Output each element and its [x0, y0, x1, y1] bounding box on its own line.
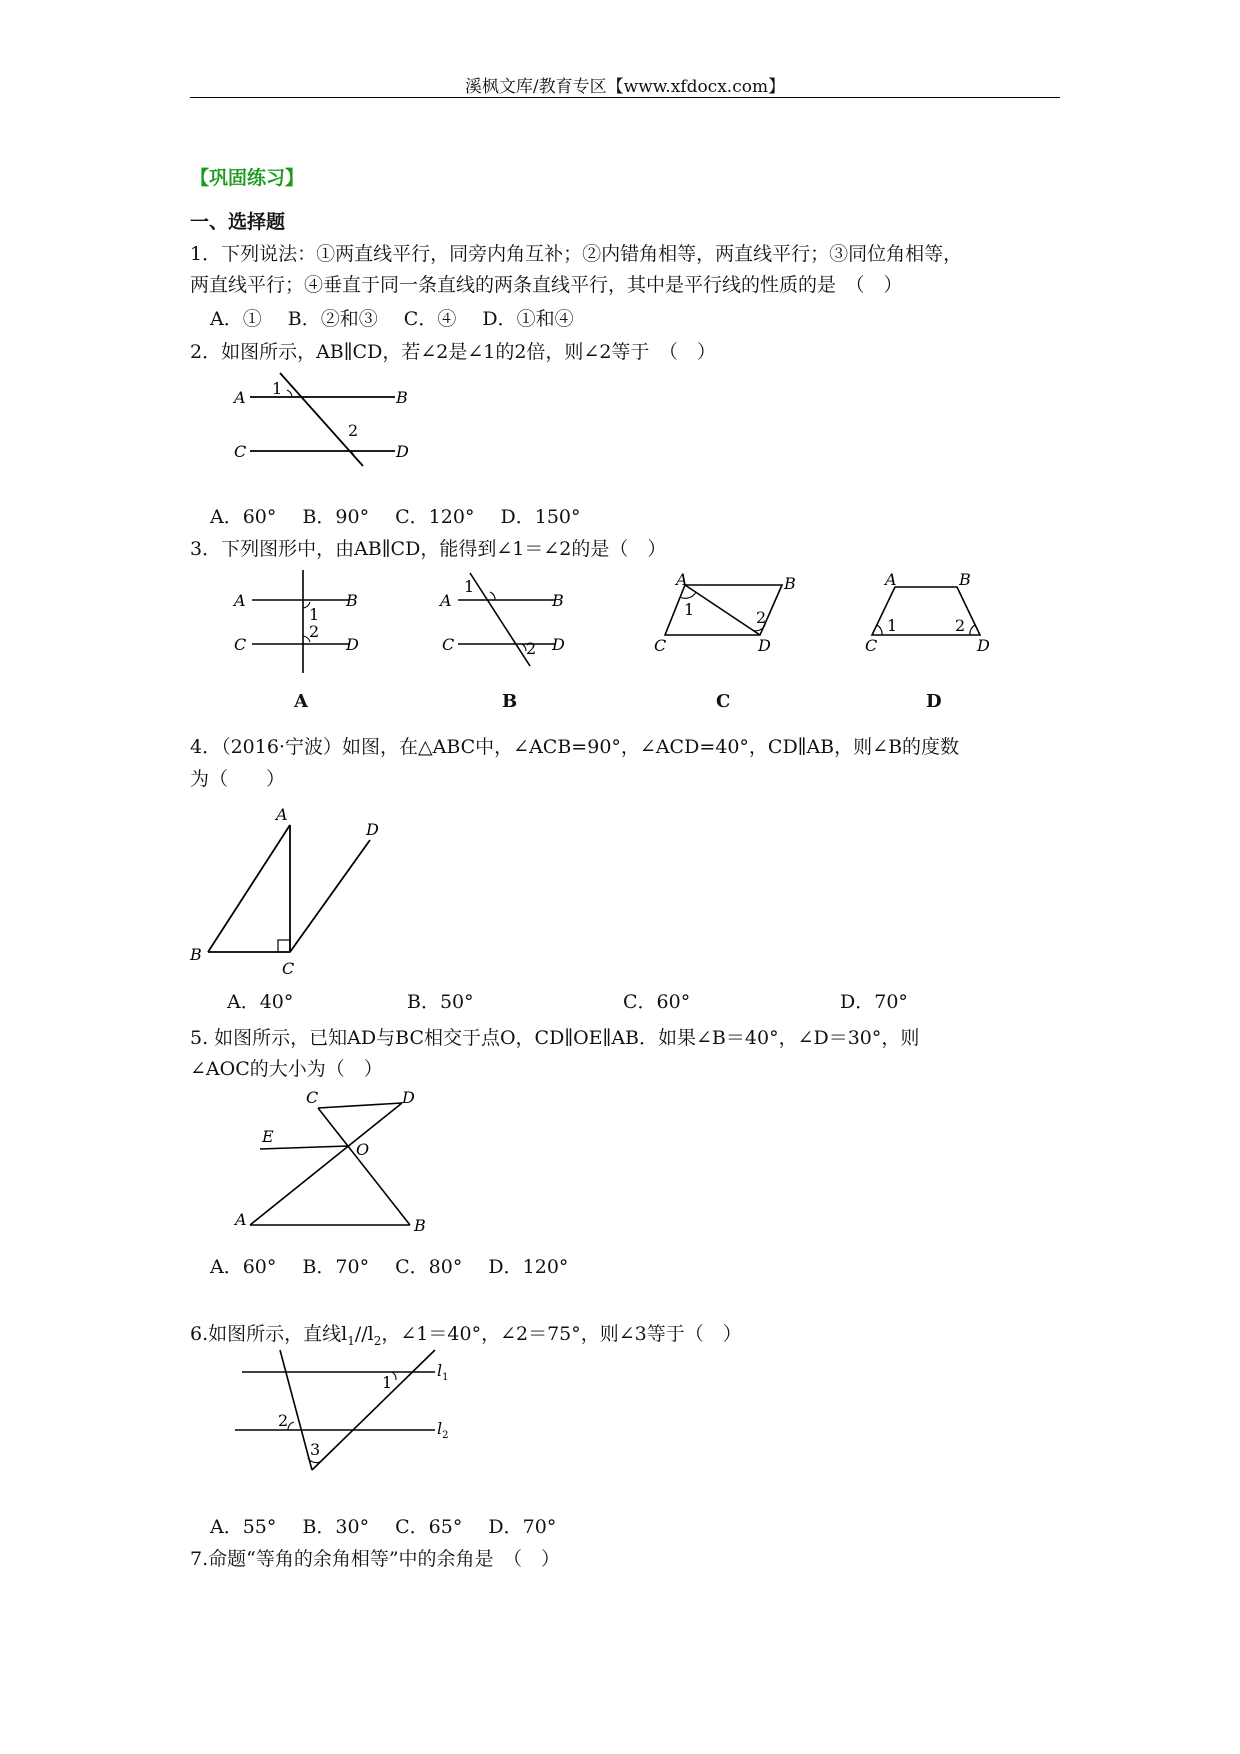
q3-figure-c	[654, 570, 820, 655]
q2-option-d[interactable]: D．150°	[500, 506, 581, 528]
q3a-label-2: 2	[309, 622, 320, 641]
q6-option-d[interactable]: D．70°	[488, 1516, 557, 1538]
q3-caption-a[interactable]: A	[294, 691, 308, 712]
q3-figure-d	[865, 570, 1015, 655]
q3b-label-d: D	[552, 635, 565, 654]
q4-line2: 为（ ）	[190, 768, 286, 790]
q6-sub1: 1	[347, 1333, 355, 1348]
q3d-label-2: 2	[955, 616, 966, 635]
q2-label-1: 1	[272, 379, 283, 398]
q3b-label-2: 2	[526, 639, 537, 658]
q2-label-d: D	[396, 442, 409, 461]
q1-option-d[interactable]: D．①和④	[482, 308, 574, 330]
q6-label-l2	[437, 1419, 449, 1441]
q1-line2: 两直线平行；④垂直于同一条直线的两条直线平行，其中是平行线的性质的是 （ ）	[190, 274, 903, 296]
q3c-label-b: B	[784, 574, 796, 593]
q3b-label-a: A	[440, 591, 452, 610]
q6-label-3: 3	[310, 1440, 321, 1459]
q3a-label-d: D	[346, 635, 359, 654]
q5-option-d[interactable]: D．120°	[488, 1256, 569, 1278]
q3-caption-d[interactable]: D	[926, 691, 942, 712]
q5-label-e: E	[262, 1127, 274, 1146]
q5-label-b: B	[414, 1216, 426, 1235]
q3d-label-a: A	[885, 570, 897, 589]
q3c-label-d: D	[758, 636, 771, 655]
q3b-label-c: C	[442, 635, 455, 654]
q6-label-2: 2	[278, 1411, 289, 1430]
q3a-label-a: A	[234, 591, 246, 610]
q4-option-d[interactable]: D．70°	[840, 991, 908, 1013]
q5-option-a[interactable]: A．60°	[210, 1256, 277, 1278]
section-title: 【巩固练习】	[190, 167, 305, 189]
q1-option-c[interactable]: C．④	[403, 308, 457, 330]
q1-line1: 1．下列说法：①两直线平行，同旁内角互补；②内错角相等，两直线平行；③同位角相等，	[190, 243, 963, 265]
q6-label-l1-sub: 1	[442, 1372, 449, 1383]
q1-option-b[interactable]: B．②和③	[287, 308, 378, 330]
q6-figure	[230, 1350, 450, 1480]
q7-text: 7.命题“等角的余角相等”中的余角是 （ ）	[190, 1548, 561, 1570]
q4-option-c[interactable]: C．60°	[623, 991, 691, 1013]
q6-text-mid: //l	[354, 1323, 374, 1345]
q6-text-after: ，∠1＝40°，∠2＝75°，则∠3等于（ ）	[381, 1323, 742, 1345]
q2-text: 2．如图所示，AB∥CD，若∠2是∠1的2倍，则∠2等于 （ ）	[190, 341, 716, 363]
q3a-label-1: 1	[309, 605, 320, 624]
q3d-label-c: C	[865, 636, 878, 655]
q4-label-b: B	[190, 945, 202, 964]
q6-label-l2-sub: 2	[442, 1430, 449, 1441]
q6-label-l2-letter: l	[437, 1419, 443, 1438]
q3-figure-a	[230, 565, 370, 675]
q3b-label-b: B	[552, 591, 564, 610]
q6-label-1: 1	[382, 1373, 393, 1392]
q4-label-d: D	[366, 820, 379, 839]
q5-label-c: C	[306, 1088, 319, 1107]
q4-option-b[interactable]: B．50°	[407, 991, 474, 1013]
q3c-label-c: C	[654, 636, 667, 655]
q2-label-b: B	[396, 388, 408, 407]
q4-label-a: A	[276, 805, 288, 824]
q5-label-a: A	[235, 1210, 247, 1229]
q2-option-a[interactable]: A．60°	[210, 506, 277, 528]
part-title: 一、选择题	[190, 211, 286, 233]
q3d-label-1: 1	[887, 616, 898, 635]
q3c-label-a: A	[676, 570, 688, 589]
q2-option-c[interactable]: C．120°	[395, 506, 475, 528]
q4-option-a[interactable]: A．40°	[227, 991, 294, 1013]
q6-option-b[interactable]: B．30°	[302, 1516, 370, 1538]
q2-figure	[230, 370, 420, 470]
q1-option-a[interactable]: A．①	[210, 308, 262, 330]
q5-option-b[interactable]: B．70°	[302, 1256, 370, 1278]
q2-label-a: A	[234, 388, 246, 407]
q3-text: 3．下列图形中，由AB∥CD，能得到∠1＝∠2的是（ ）	[190, 538, 667, 560]
q5-option-c[interactable]: C．80°	[395, 1256, 463, 1278]
q6-option-c[interactable]: C．65°	[395, 1516, 463, 1538]
q6-options	[210, 1515, 556, 1539]
q3a-label-c: C	[234, 635, 247, 654]
q6-label-l1-letter: l	[437, 1361, 443, 1380]
q5-line1: 5. 如图所示，已知AD与BC相交于点O，CD∥OE∥AB．如果∠B＝40°，∠D＝30°，则	[190, 1027, 920, 1049]
q2-options	[210, 505, 581, 529]
q3b-label-1: 1	[464, 577, 475, 596]
q4-label-c: C	[282, 959, 295, 978]
q4-figure	[190, 800, 390, 980]
q5-figure	[230, 1085, 440, 1235]
q2-option-b[interactable]: B．90°	[302, 506, 370, 528]
q6-sub2: 2	[373, 1333, 382, 1348]
q2-label-c: C	[234, 442, 247, 461]
q3-caption-c[interactable]: C	[716, 691, 731, 712]
q6-text-before: 6.如图所示，直线l	[190, 1323, 348, 1345]
page-header: 溪枫文库/教育专区【www.xfdocx.com】	[464, 77, 786, 97]
q3d-label-d: D	[977, 636, 990, 655]
q5-options	[210, 1255, 568, 1279]
q5-line2: ∠AOC的大小为（ ）	[190, 1058, 383, 1080]
q3c-label-1: 1	[684, 600, 695, 619]
q6-label-l1	[437, 1361, 449, 1383]
q3d-label-b: B	[959, 570, 971, 589]
q3a-label-b: B	[346, 591, 358, 610]
header-rule	[190, 97, 1060, 98]
q3c-label-2: 2	[756, 608, 767, 627]
q5-label-d: D	[402, 1088, 415, 1107]
q3-caption-b[interactable]: B	[502, 691, 518, 712]
q3-figure-b	[440, 570, 580, 670]
q6-option-a[interactable]: A．55°	[210, 1516, 277, 1538]
q6-text	[190, 1322, 742, 1353]
q2-label-2: 2	[348, 421, 359, 440]
q1-options	[210, 307, 574, 331]
q4-line1: 4．（2016·宁波）如图，在△ABC中，∠ACB=90°，∠ACD=40°，CD∥AB，则∠B的度数	[190, 736, 960, 758]
q5-label-o: O	[356, 1140, 370, 1159]
